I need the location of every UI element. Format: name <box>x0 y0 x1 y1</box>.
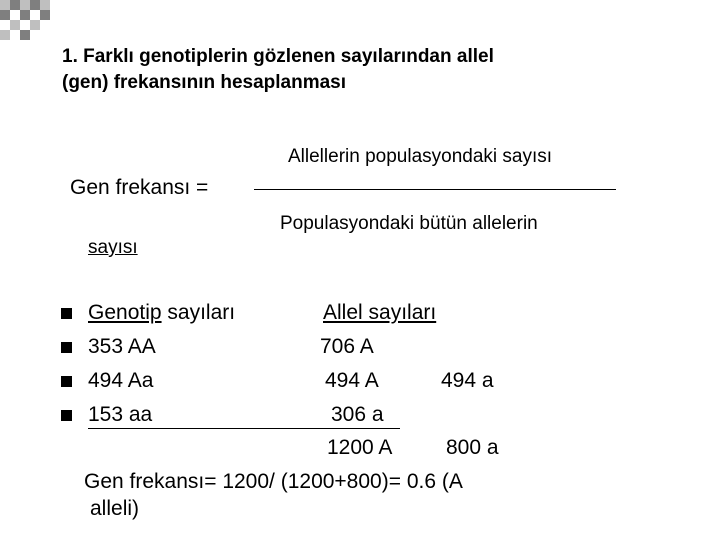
slide-title <box>62 44 494 96</box>
bullet-icon <box>61 342 72 353</box>
bullet-4-col1: 153 aa <box>88 403 153 426</box>
bullet-1-col2: Allel sayıları <box>323 301 437 324</box>
fraction-line <box>254 189 616 190</box>
bullet-2-col2: 706 A <box>320 335 374 358</box>
bullet-3-col1: 494 Aa <box>88 369 154 392</box>
bullet-4-col2: 306 a <box>331 403 384 426</box>
sayilari-label: sayıları <box>161 301 236 324</box>
total-a: 1200 A <box>327 436 393 459</box>
bullet-3-col3: 494 a <box>441 369 494 392</box>
title-line-2: (gen) frekansının hesaplanması <box>62 72 347 93</box>
formula-numerator: Allellerin populasyondaki sayısı <box>288 146 553 167</box>
bullet-1-col1 <box>88 301 235 325</box>
sum-underline <box>88 428 400 429</box>
title-line-1: 1. Farklı genotiplerin gözlenen sayılarından allel <box>62 46 494 67</box>
bullet-2-col1: 353 AA <box>88 335 156 358</box>
bullet-icon <box>61 308 72 319</box>
corner-decoration <box>0 0 60 60</box>
formula-lhs: Gen frekansı = <box>70 176 209 199</box>
result-line-1: Gen frekansı= 1200/ (1200+800)= 0.6 (A <box>84 470 463 493</box>
bullet-icon <box>61 376 72 387</box>
formula-denominator-cont: sayısı <box>88 237 138 258</box>
total-b: 800 a <box>446 436 499 459</box>
bullet-icon <box>61 410 72 421</box>
bullet-3-col2: 494 A <box>325 369 379 392</box>
genotip-label: Genotip <box>88 301 162 324</box>
result-line-2: alleli) <box>90 497 140 520</box>
formula-denominator: Populasyondaki bütün allelerin <box>280 213 538 234</box>
